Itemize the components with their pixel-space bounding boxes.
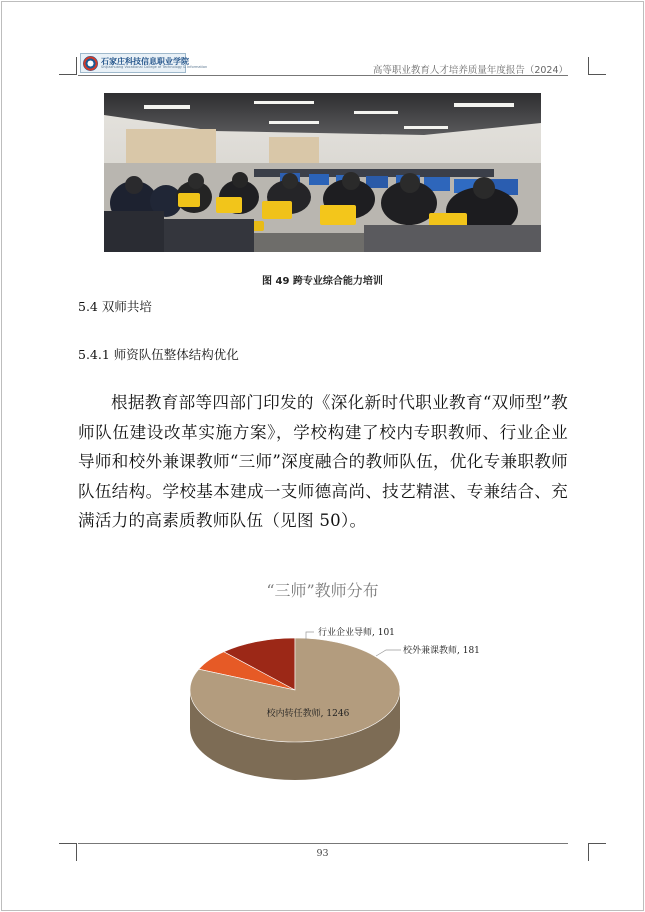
training-classroom-photo [104, 93, 541, 252]
pie-label-industry-mentors: 行业企业导师, 101 [318, 628, 395, 638]
pie-tops [190, 638, 400, 742]
section-heading: 5.4 双师共培 [78, 299, 152, 314]
logo-english-name: Shijiazhuang Vocational College of Technology & Information [101, 64, 208, 69]
footer-rule [78, 843, 568, 844]
college-logo [80, 53, 208, 73]
logo-chinese-name: 石家庄科技信息职业学院 [101, 55, 189, 66]
pie-label-internal-teachers: 校内转任教师, 1246 [266, 709, 350, 719]
page-number: 93 [316, 848, 329, 859]
subsection-heading: 5.4.1 师资队伍整体结构优化 [78, 347, 239, 362]
crop-mark-top-right [588, 57, 606, 75]
pie-label-external-teachers: 校外兼课教师, 181 [403, 646, 480, 656]
crop-mark-top-left [59, 57, 77, 75]
teacher-distribution-pie-chart [190, 620, 480, 790]
leader-line-external-teachers [376, 650, 401, 656]
header-rule [78, 75, 568, 76]
figure-49-caption: 图 49 跨专业综合能力培训 [262, 276, 383, 287]
report-title: 高等职业教育人才培养质量年度报告（2024） [372, 65, 568, 76]
college-emblem-icon [83, 56, 98, 71]
body-paragraph: 根据教育部等四部门印发的《深化新时代职业教育“双师型”教师队伍建设改革实施方案》，学校构建了校内专职教师、行业企业导师和校外兼课教师“三师”深度融合的教师队伍，优化专兼职教师队伍结构。学校基本建成一支师德高尚、技艺精湛、专兼结合、充满活力的高素质教师队伍（见图 50）。 [78, 393, 568, 530]
chart-title: “三师”教师分布 [266, 581, 379, 600]
